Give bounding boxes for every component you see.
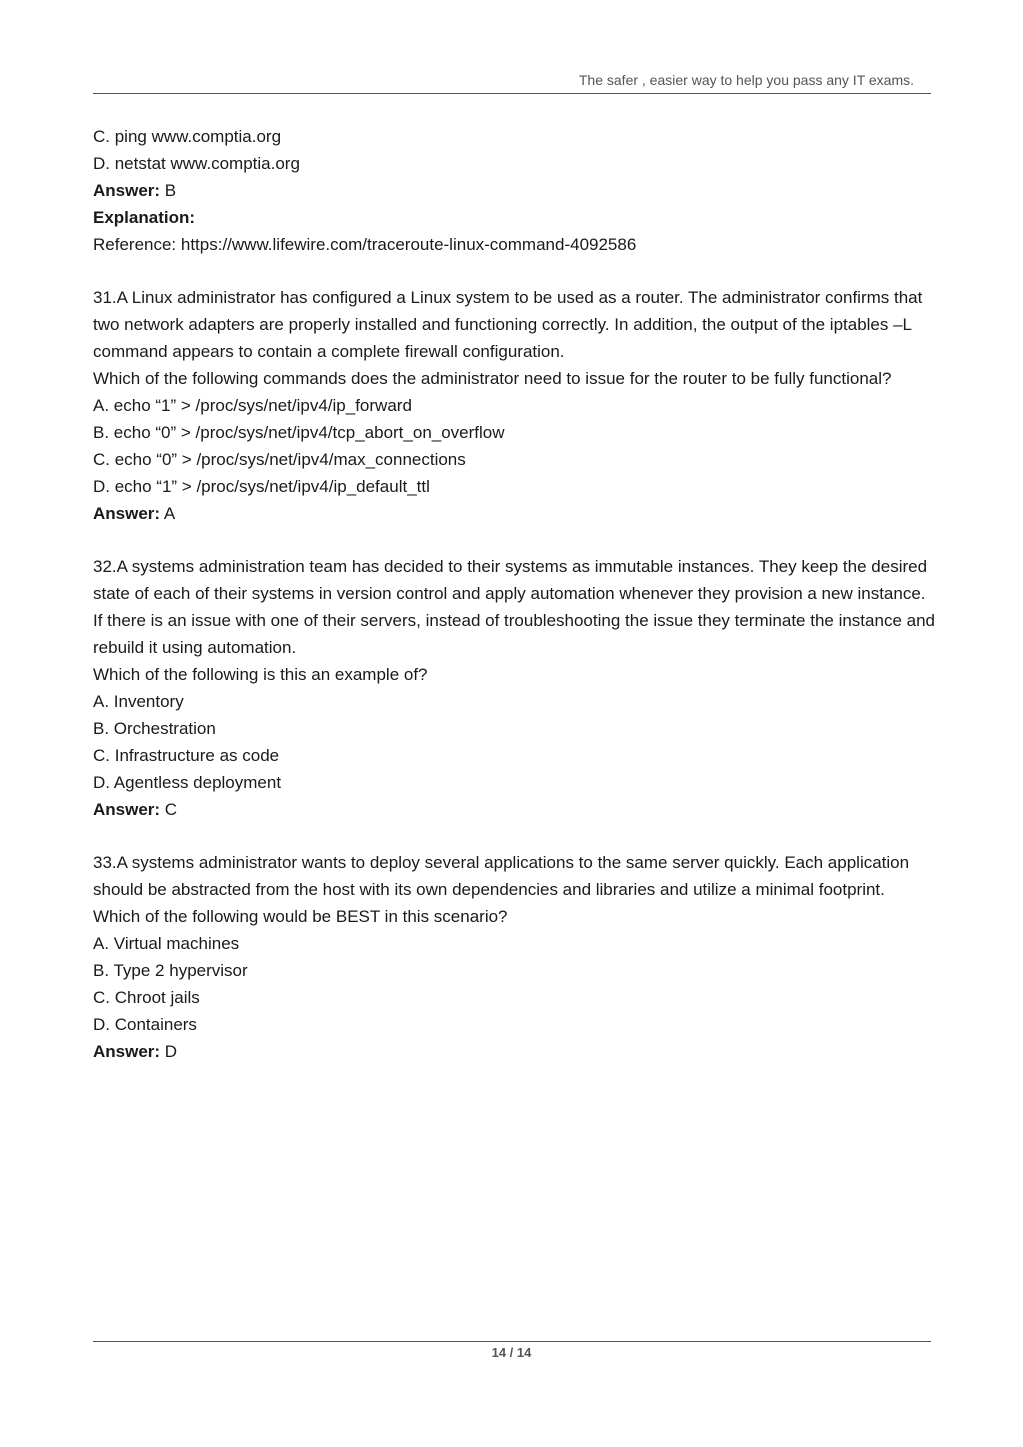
footer-divider bbox=[93, 1341, 931, 1342]
answer-value: D bbox=[160, 1041, 178, 1061]
answer-value: C bbox=[160, 799, 178, 819]
option-a: A. echo “1” > /proc/sys/net/ipv4/ip_forward bbox=[93, 396, 412, 416]
question-stem: 32.A systems administration team has decided to their systems as immutable instances. They keep the desired state of each of their systems in version control and apply automation whenever they provision a new instance. If there is an issue with one of their servers, instead of troubleshooting the issue they terminate the instance and rebuild it using automation. bbox=[93, 557, 935, 658]
answer-label: Answer: bbox=[93, 799, 161, 819]
option-a: A. Virtual machines bbox=[93, 934, 240, 954]
option-c: C. Infrastructure as code bbox=[93, 745, 280, 765]
header-tagline: The safer , easier way to help you pass any IT exams. bbox=[578, 72, 914, 88]
option-d: D. echo “1” > /proc/sys/net/ipv4/ip_default_ttl bbox=[93, 476, 430, 496]
question-prompt: Which of the following would be BEST in this scenario? bbox=[93, 907, 508, 927]
option-d: D. Agentless deployment bbox=[93, 772, 282, 792]
question-stem: 31.A Linux administrator has configured a Linux system to be used as a router. The administrator confirms that two network adapters are properly installed and functioning correctly. In addition, the output of the iptables –L command appears to contain a complete firewall configuration. bbox=[93, 288, 923, 362]
answer-line bbox=[93, 178, 938, 205]
option-c: C. echo “0” > /proc/sys/net/ipv4/max_connections bbox=[93, 449, 466, 469]
question-33 bbox=[93, 850, 938, 1065]
answer-line bbox=[93, 797, 938, 824]
question-prompt: Which of the following is this an example of? bbox=[93, 665, 428, 685]
answer-label: Answer: bbox=[93, 1041, 161, 1061]
answer-label: Answer: bbox=[93, 503, 161, 523]
question-prompt: Which of the following commands does the administrator need to issue for the router to be fully functional? bbox=[93, 369, 892, 389]
question-31 bbox=[93, 285, 938, 527]
option-c: C. Chroot jails bbox=[93, 987, 200, 1007]
page-content bbox=[93, 124, 938, 1066]
page-number: 14 / 14 bbox=[491, 1345, 532, 1360]
answer-line bbox=[93, 1039, 938, 1066]
answer-label: Answer: bbox=[93, 180, 161, 200]
option-b: B. Type 2 hypervisor bbox=[93, 961, 248, 981]
question-32 bbox=[93, 554, 938, 823]
previous-question-tail bbox=[93, 124, 938, 259]
option-c: C. ping www.comptia.org bbox=[93, 127, 282, 146]
answer-value: A bbox=[160, 503, 176, 523]
reference-text: Reference: https://www.lifewire.com/traceroute-linux-command-4092586 bbox=[93, 234, 637, 254]
answer-line bbox=[93, 501, 938, 528]
option-b: B. Orchestration bbox=[93, 718, 216, 738]
header-divider bbox=[93, 93, 931, 94]
option-d: D. netstat www.comptia.org bbox=[93, 153, 300, 173]
question-stem: 33.A systems administrator wants to deploy several applications to the same server quickly. Each application should be abstracted from the host with its own dependencies and libraries and utilize a minimal footprint. bbox=[93, 853, 910, 900]
option-b: B. echo “0” > /proc/sys/net/ipv4/tcp_abort_on_overflow bbox=[93, 422, 505, 442]
answer-value: B bbox=[160, 180, 177, 200]
option-d: D. Containers bbox=[93, 1014, 197, 1034]
explanation-label: Explanation: bbox=[93, 207, 196, 227]
option-a: A. Inventory bbox=[93, 692, 184, 711]
